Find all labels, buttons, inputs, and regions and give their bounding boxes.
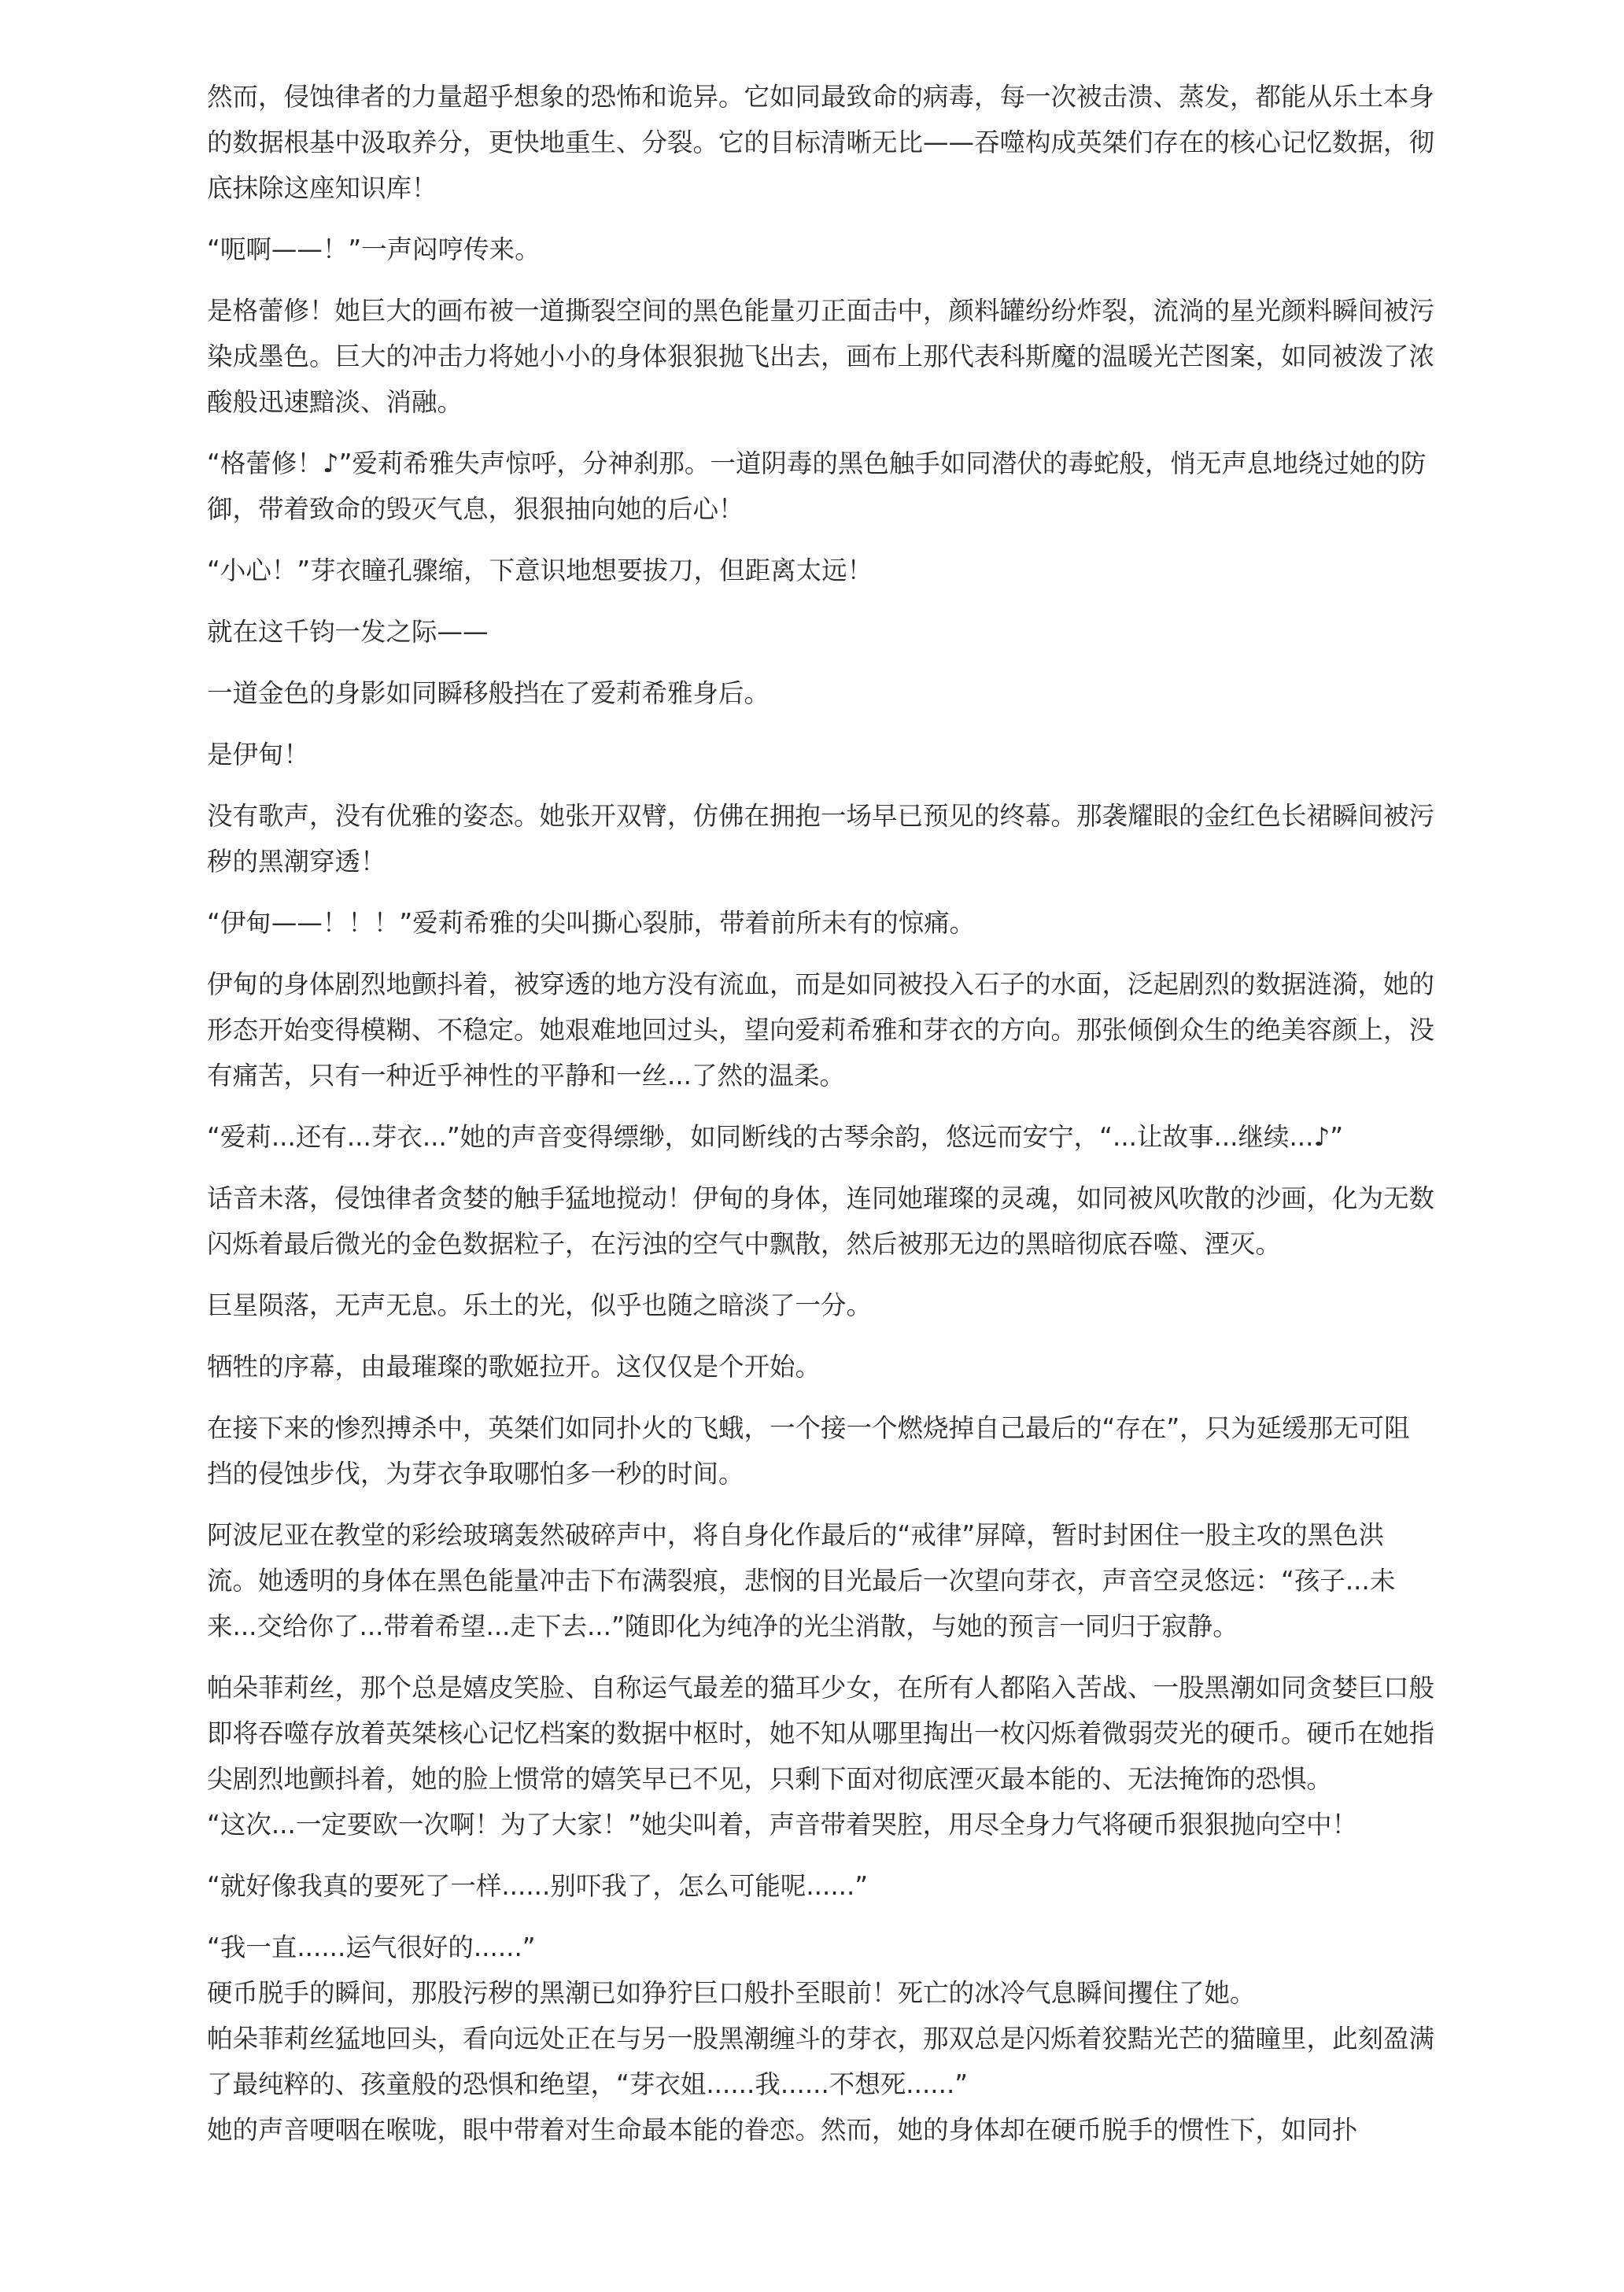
- paragraph: 是格蕾修！她巨大的画布被一道撕裂空间的黑色能量刃正面击中，颜料罐纷纷炸裂，流淌的星光颜料瞬间被污染成墨色。巨大的冲击力将她小小的身体狠狠抛飞出去，画布上那代表科斯魔的温暖光芒图案，如同被泼了浓酸般迅速黯淡、消融。: [207, 296, 1435, 417]
- paragraph: 巨星陨落，无声无息。乐土的光，似乎也随之暗淡了一分。: [207, 1290, 873, 1320]
- paragraph: 帕朵菲莉丝猛地回头，看向远处正在与另一股黑潮缠斗的芽衣，那双总是闪烁着狡黠光芒的猫瞳里，此刻盈满了最纯粹的、孩童般的恐惧和绝望，“芽衣姐......我......不想死......”: [207, 2024, 1435, 2099]
- paragraph: 一道金色的身影如同瞬移般挡在了爱莉希雅身后。: [207, 678, 770, 708]
- paragraph: 阿波尼亚在教堂的彩绘玻璃轰然破碎声中，将自身化作最后的“戒律”屏障，暂时封困住一股主攻的黑色洪流。她透明的身体在黑色能量冲击下布满裂痕，悲悯的目光最后一次望向芽衣，声音空灵悠远：“孩子...未来...交给你了...带着希望...走下去...”随即化为纯净的光尘消散，与她的预言一同归于寂静。: [207, 1520, 1396, 1641]
- paragraph: “这次...一定要欧一次啊！为了大家！”她尖叫着，声音带着哭腔，用尽全身力气将硬币狠狠抛向空中！: [207, 1810, 1358, 1840]
- paragraph: 话音未落，侵蚀律者贪婪的触手猛地搅动！伊甸的身体，连同她璀璨的灵魂，如同被风吹散的沙画，化为无数闪烁着最后微光的金色数据粒子，在污浊的空气中飘散，然后被那无边的黑暗彻底吞噬、湮灭。: [207, 1183, 1435, 1259]
- paragraph: 牺牲的序幕，由最璀璨的歌姬拉开。这仅仅是个开始。: [207, 1352, 821, 1382]
- paragraph: 是伊甸！: [207, 740, 310, 770]
- paragraph: 帕朵菲莉丝，那个总是嬉皮笑脸、自称运气最差的猫耳少女，在所有人都陷入苦战、一股黑潮如同贪婪巨口般即将吞噬存放着英桀核心记忆档案的数据中枢时，她不知从哪里掏出一枚闪烁着微弱荧光的硬币。硬币在她指尖剧烈地颤抖着，她的脸上惯常的嬉笑早已不见，只剩下面对彻底湮灭最本能的、无法掩饰的恐惧。: [207, 1673, 1435, 1794]
- paragraph: “爱莉...还有...芽衣...”她的声音变得缥缈，如同断线的古琴余韵，悠远而安宁，“...让故事...继续...♪”: [207, 1122, 1344, 1152]
- paragraph: 在接下来的惨烈搏杀中，英桀们如同扑火的飞蛾，一个接一个燃烧掉自己最后的“存在”，只为延缓那无可阻挡的侵蚀步伐，为芽衣争取哪怕多一秒的时间。: [207, 1413, 1410, 1489]
- paragraph: “我一直......运气很好的......”: [207, 1932, 536, 1962]
- paragraph: 她的声音哽咽在喉咙，眼中带着对生命最本能的眷恋。然而，她的身体却在硬币脱手的惯性下，如同扑: [207, 2115, 1358, 2145]
- paragraph: “小心！”芽衣瞳孔骤缩，下意识地想要拔刀，但距离太远！: [207, 555, 873, 585]
- paragraph: 硬币脱手的瞬间，那股污秽的黑潮已如狰狞巨口般扑至眼前！死亡的冰冷气息瞬间攫住了她。: [207, 1978, 1256, 2008]
- paragraph: 没有歌声，没有优雅的姿态。她张开双臂，仿佛在拥抱一场早已预见的终幕。那袭耀眼的金红色长裙瞬间被污秽的黑潮穿透！: [207, 801, 1435, 877]
- paragraph: “就好像我真的要死了一样......别吓我了，怎么可能呢......”: [207, 1871, 869, 1901]
- paragraph: “伊甸——！！！”爱莉希雅的尖叫撕心裂肺，带着前所未有的惊痛。: [207, 908, 976, 938]
- paragraph: 就在这千钧一发之际——: [207, 617, 489, 647]
- paragraph: “格蕾修！♪”爱莉希雅失声惊呼，分神刹那。一道阴毒的黑色触手如同潜伏的毒蛇般，悄无声息地绕过她的防御，带着致命的毁灭气息，狠狠抽向她的后心！: [207, 448, 1427, 524]
- paragraph: 然而，侵蚀律者的力量超乎想象的恐怖和诡异。它如同最致命的病毒，每一次被击溃、蒸发，都能从乐土本身的数据根基中汲取养分，更快地重生、分裂。它的目标清晰无比——吞噬构成英桀们存在的核心记忆数据，彻底抹除这座知识库！: [207, 82, 1435, 203]
- paragraph: 伊甸的身体剧烈地颤抖着，被穿透的地方没有流血，而是如同被投入石子的水面，泛起剧烈的数据涟漪，她的形态开始变得模糊、不稳定。她艰难地回过头，望向爱莉希雅和芽衣的方向。那张倾倒众生的绝美容颜上，没有痛苦，只有一种近乎神性的平静和一丝...了然的温柔。: [207, 969, 1435, 1091]
- document-page: [207, 74, 1434, 2153]
- paragraph: “呃啊——！”一声闷哼传来。: [207, 234, 541, 264]
